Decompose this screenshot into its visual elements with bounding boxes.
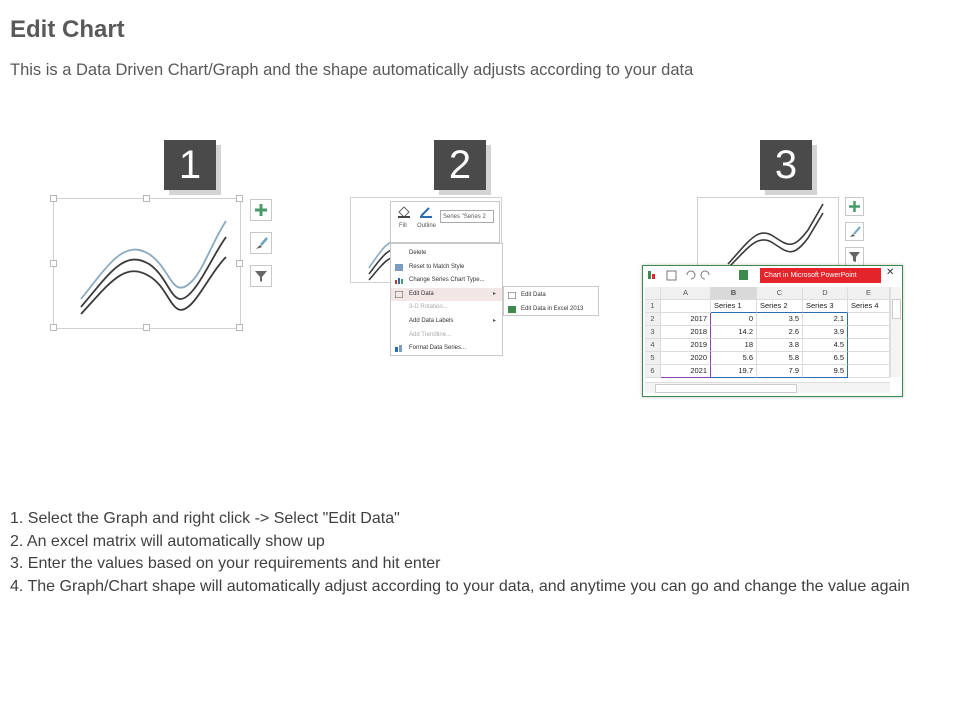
cell[interactable]: 14.2 — [711, 326, 757, 339]
cell[interactable]: 2020 — [661, 352, 711, 365]
row-number[interactable]: 4 — [645, 339, 661, 352]
menu-item-add-trendline[interactable]: Add Trendline... — [409, 331, 452, 338]
chart-styles-button[interactable] — [845, 222, 864, 241]
cell[interactable] — [848, 313, 890, 326]
chart-filters-button[interactable] — [250, 265, 272, 287]
resize-handle[interactable] — [236, 324, 243, 331]
submenu-item-edit-in-excel[interactable]: Edit Data in Excel 2013 — [504, 303, 598, 317]
instruction-line: 2. An excel matrix will automatically show up — [10, 532, 325, 550]
column-header[interactable]: D — [803, 287, 848, 300]
excel-titlebar — [643, 266, 902, 285]
cell[interactable]: 2018 — [661, 326, 711, 339]
column-header[interactable]: A — [661, 287, 711, 300]
cell[interactable]: 2019 — [661, 339, 711, 352]
cell[interactable]: 4.5 — [803, 339, 848, 352]
cell[interactable]: 3.9 — [803, 326, 848, 339]
filter-icon — [251, 266, 271, 286]
resize-handle[interactable] — [143, 324, 150, 331]
menu-item-edit-data[interactable]: Edit Data ▸ — [391, 288, 502, 302]
cell[interactable] — [848, 365, 890, 378]
submenu-arrow-icon: ▸ — [492, 317, 496, 324]
step-2-badge: 2 — [434, 140, 486, 190]
scrollbar-thumb[interactable] — [892, 299, 901, 319]
cell[interactable] — [848, 352, 890, 365]
cell[interactable]: 6.5 — [803, 352, 848, 365]
resize-handle[interactable] — [236, 260, 243, 267]
submenu-item-edit-data[interactable]: Edit Data — [504, 289, 598, 303]
cell[interactable]: 0 — [711, 313, 757, 326]
column-header[interactable]: E — [848, 287, 890, 300]
cell[interactable]: 2.6 — [757, 326, 803, 339]
cell[interactable]: 2021 — [661, 365, 711, 378]
cell[interactable]: 2017 — [661, 313, 711, 326]
step-1-badge: 1 — [164, 140, 216, 190]
instruction-line: 3. Enter the values based on your requirements and hit enter — [10, 555, 441, 572]
chart-elements-button[interactable] — [250, 199, 272, 221]
row-number[interactable]: 5 — [645, 352, 661, 365]
outline-label[interactable]: Outline — [417, 223, 437, 229]
series-selector[interactable]: Series "Series 2 — [440, 210, 494, 223]
excel-quick-access-icons[interactable] — [643, 266, 753, 285]
excel-data-window — [642, 265, 903, 397]
edit-data-submenu — [503, 286, 599, 316]
cell[interactable] — [848, 339, 890, 352]
resize-handle[interactable] — [236, 195, 243, 202]
cell[interactable]: 18 — [711, 339, 757, 352]
cell[interactable]: Series 2 — [757, 300, 803, 313]
fill-bucket-icon[interactable] — [397, 205, 411, 219]
instruction-line: 4. The Graph/Chart shape will automatically adjust according to your data, and anytime you can go and change the value again — [10, 577, 910, 595]
excel-title: Chart in Microsoft PowerPoint — [760, 268, 881, 283]
chart-thumbnail-1[interactable] — [53, 198, 241, 329]
page-title: Edit Chart — [10, 16, 125, 43]
chart-styles-button[interactable] — [250, 232, 272, 254]
resize-handle[interactable] — [143, 195, 150, 202]
menu-item-change-chart-type[interactable]: Change Series Chart Type... — [391, 274, 502, 288]
brush-icon — [846, 223, 863, 240]
chart-lines-3 — [698, 198, 838, 268]
menu-item-3d-rotation[interactable]: 3-D Rotation... — [409, 304, 448, 311]
resize-handle[interactable] — [50, 324, 57, 331]
edit-data-icon — [395, 291, 403, 298]
instruction-line: 1. Select the Graph and right click -> Select "Edit Data" — [10, 510, 400, 527]
cell[interactable]: 19.7 — [711, 365, 757, 378]
cell[interactable]: 5.6 — [711, 352, 757, 365]
row-number[interactable]: 2 — [645, 313, 661, 326]
instructions — [10, 508, 945, 598]
format-series-icon — [395, 345, 403, 352]
menu-item-delete[interactable]: Delete — [409, 250, 427, 256]
menu-item-format-data-series[interactable]: Format Data Series... — [391, 342, 502, 356]
excel-icon — [508, 306, 516, 313]
chart-thumbnail-3[interactable] — [697, 197, 839, 269]
submenu-arrow-icon: ▸ — [492, 290, 496, 297]
plus-icon — [251, 200, 271, 220]
context-menu — [390, 243, 503, 356]
cell[interactable] — [661, 300, 711, 313]
resize-handle[interactable] — [50, 195, 57, 202]
column-header[interactable]: C — [757, 287, 803, 300]
scrollbar-thumb[interactable] — [655, 384, 797, 393]
step-3-badge: 3 — [760, 140, 812, 190]
fill-label[interactable]: Fill — [399, 223, 407, 229]
format-mini-toolbar — [390, 201, 500, 243]
cell[interactable]: Series 1 — [711, 300, 757, 313]
chart-elements-button[interactable] — [845, 197, 864, 216]
cell[interactable]: 7.9 — [757, 365, 803, 378]
reset-icon — [395, 264, 403, 271]
cell[interactable]: 9.5 — [803, 365, 848, 378]
cell[interactable]: 2.1 — [803, 313, 848, 326]
chart-filters-button[interactable] — [845, 247, 864, 266]
outline-pen-icon[interactable] — [419, 205, 433, 219]
cell[interactable] — [848, 326, 890, 339]
cell[interactable]: Series 4 — [848, 300, 890, 313]
cell[interactable]: Series 3 — [803, 300, 848, 313]
cell[interactable]: 3.8 — [757, 339, 803, 352]
column-header[interactable] — [645, 287, 661, 300]
menu-item-add-data-labels[interactable]: Add Data Labels ▸ — [391, 315, 502, 329]
menu-item-reset-style[interactable]: Reset to Match Style — [391, 261, 502, 275]
plus-icon — [846, 198, 863, 215]
brush-icon — [251, 233, 271, 253]
row-number[interactable]: 3 — [645, 326, 661, 339]
page-subtitle: This is a Data Driven Chart/Graph and the shape automatically adjusts according to your data — [10, 61, 694, 79]
vertical-scrollbar[interactable] — [890, 287, 901, 377]
row-number[interactable]: 1 — [645, 300, 661, 313]
horizontal-scrollbar[interactable] — [645, 382, 890, 393]
filter-icon — [846, 248, 863, 265]
chart-type-icon — [395, 277, 403, 284]
grid-icon — [508, 292, 516, 299]
row-number[interactable]: 6 — [645, 365, 661, 378]
cell[interactable]: 5.8 — [757, 352, 803, 365]
resize-handle[interactable] — [50, 260, 57, 267]
column-header[interactable]: B — [711, 287, 757, 300]
chart-lines-1 — [54, 199, 240, 328]
series-line-dark-2 — [81, 257, 226, 314]
close-icon[interactable]: ✕ — [886, 267, 895, 278]
cell[interactable]: 3.5 — [757, 313, 803, 326]
